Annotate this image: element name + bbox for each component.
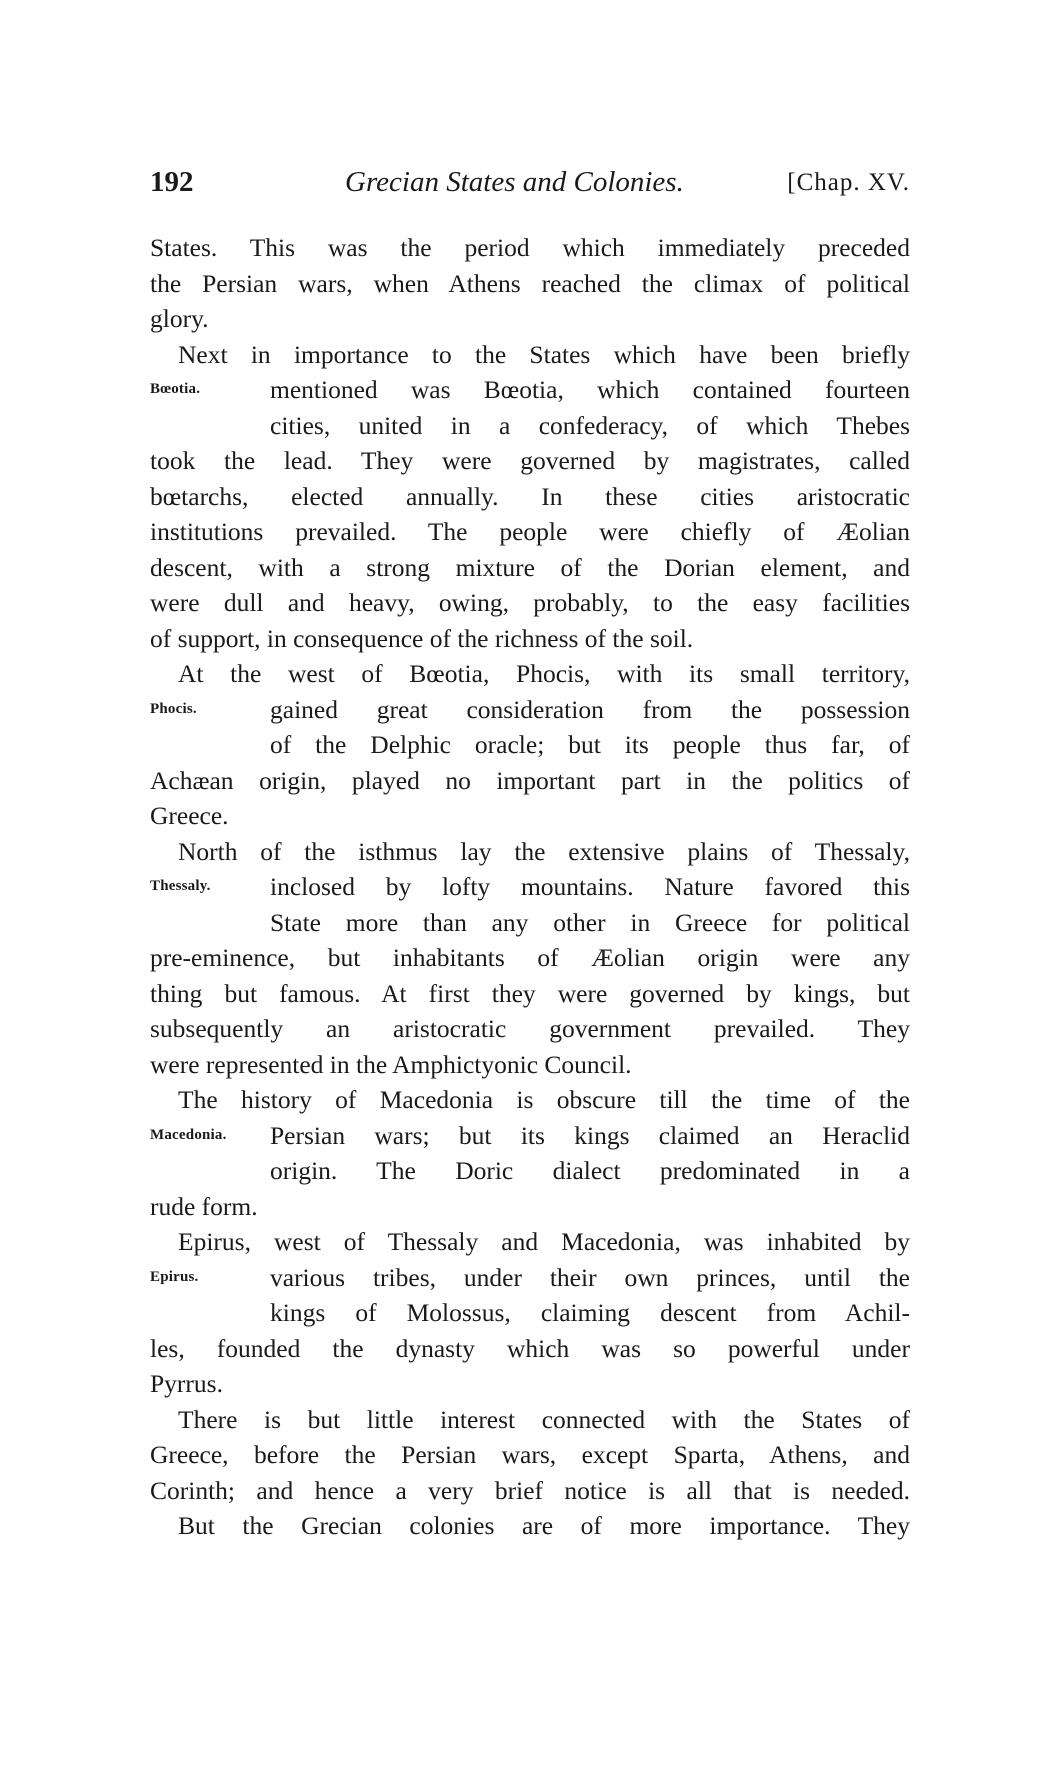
text-line-with-sidenote (150, 692, 910, 728)
text-line: origin. The Doric dialect predominated in a (270, 1156, 910, 1185)
text-line: Greece. (150, 801, 229, 830)
sidenote-thessaly: Thessaly. (150, 878, 211, 894)
text-line-with-sidenote (150, 1118, 910, 1154)
sidenote-macedonia: Macedonia. (150, 1126, 227, 1143)
text-line: Greece, before the Persian wars, except Sparta, Athens, and (150, 1440, 910, 1469)
text-line: Achæan origin, played no important part in the politics of (150, 765, 910, 795)
chapter-label: [Chap. XV. (787, 169, 910, 196)
text-line: Next in importance to the States which have been briefly (178, 339, 910, 369)
text-line: various tribes, under their own princes, until the (270, 1262, 910, 1292)
text-line-with-sidenote (150, 869, 910, 905)
text-line: thing but famous. At first they were governed by kings, but (150, 978, 910, 1008)
text-line: took the lead. They were governed by magistrates, called (150, 446, 910, 475)
text-line: At the west of Bœotia, Phocis, with its small territory, (178, 659, 910, 688)
text-line: bœtarchs, elected annually. In these cities aristocratic (150, 481, 910, 511)
text-line: of the Delphic oracle; but its people thus far, of (270, 730, 910, 759)
text-line: mentioned was Bœotia, which contained fourteen (270, 375, 910, 404)
text-line: pre-eminence, but inhabitants of Æolian origin were any (150, 943, 910, 972)
text-line: Persian wars; but its kings claimed an Heraclid (270, 1120, 910, 1150)
text-line: gained great consideration from the possession (270, 694, 910, 724)
text-line: institutions prevailed. The people were chiefly of Æolian (150, 517, 910, 546)
text-line: glory. (150, 304, 209, 333)
text-line: States. This was the period which immediately preceded (150, 233, 910, 262)
text-line-with-sidenote (150, 372, 910, 408)
page-number: 192 (150, 166, 194, 198)
text-line: were dull and heavy, owing, probably, to the easy facilities (150, 588, 910, 617)
text-line: There is but little interest connected with the States of (178, 1404, 910, 1434)
text-line-with-sidenote (150, 1260, 910, 1296)
running-title: Grecian States and Colonies. (345, 166, 684, 198)
text-line: But the Grecian colonies are of more importance. They (178, 1511, 910, 1540)
text-line: of support, in consequence of the richness of the soil. (150, 623, 694, 653)
text-line: subsequently an aristocratic government prevailed. They (150, 1014, 910, 1043)
sidenote-epirus: Epirus. (150, 1268, 199, 1285)
page-header (150, 166, 910, 206)
text-line: cities, united in a confederacy, of which Thebes (270, 410, 910, 440)
text-line: North of the isthmus lay the extensive plains of Thessaly, (178, 836, 910, 866)
text-line: the Persian wars, when Athens reached the climax of political (150, 268, 910, 298)
text-line: Corinth; and hence a very brief notice is all that is needed. (150, 1475, 910, 1505)
sidenote-phocis: Phocis. (150, 700, 197, 717)
text-line: les, founded the dynasty which was so powerful under (150, 1333, 910, 1363)
text-line: Epirus, west of Thessaly and Macedonia, was inhabited by (178, 1227, 910, 1256)
sidenote-boeotia: Bœotia. (150, 381, 201, 397)
text-line: descent, with a strong mixture of the Dorian element, and (150, 552, 910, 582)
text-line: rude form. (150, 1191, 258, 1221)
text-line: were represented in the Amphictyonic Council. (150, 1049, 632, 1079)
text-line: State more than any other in Greece for political (270, 907, 910, 937)
text-line: The history of Macedonia is obscure till the time of the (178, 1085, 910, 1114)
text-line: Pyrrus. (150, 1369, 223, 1398)
body-text (150, 230, 910, 1544)
text-line: inclosed by lofty mountains. Nature favored this (270, 872, 910, 901)
text-line: kings of Molossus, claiming descent from Achil- (270, 1298, 910, 1327)
